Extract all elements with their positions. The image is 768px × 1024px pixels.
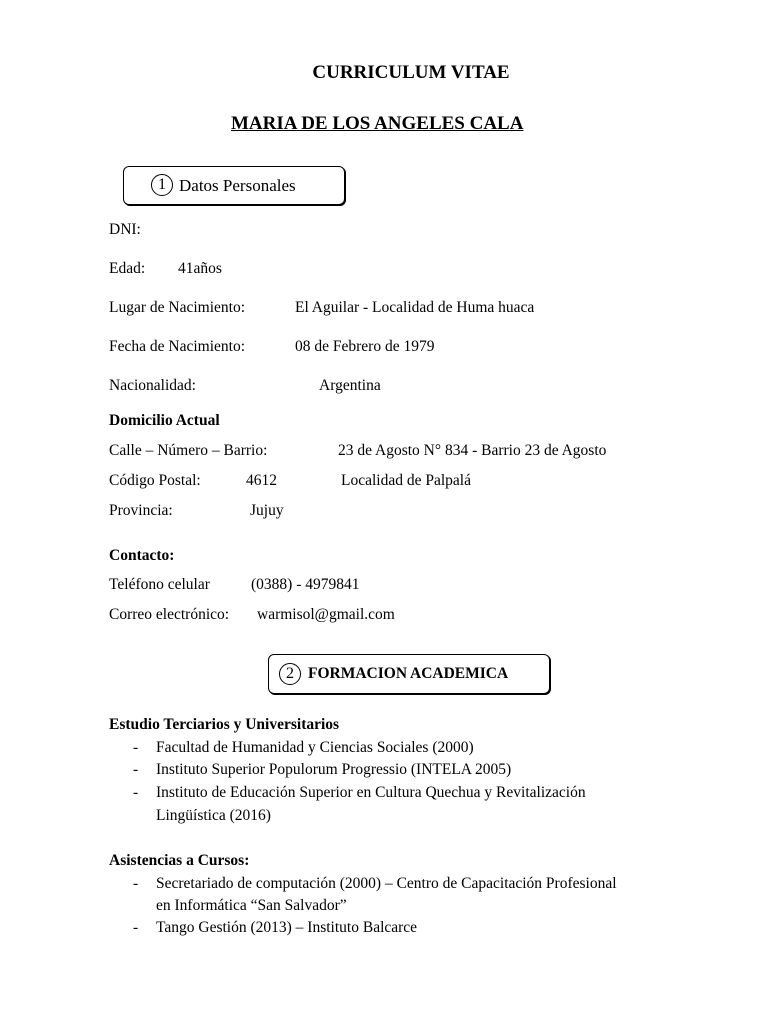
lugar-nacimiento-value: El Aguilar - Localidad de Huma huaca bbox=[295, 299, 535, 316]
edad-value: 41años bbox=[178, 260, 222, 277]
document-title: CURRICULUM VITAE bbox=[312, 62, 510, 83]
contacto-heading: Contacto: bbox=[109, 547, 175, 564]
list-item: Tango Gestión (2013) – Instituto Balcarce bbox=[156, 919, 418, 936]
localidad-value: Localidad de Palpalá bbox=[341, 472, 471, 489]
nacionalidad-value: Argentina bbox=[319, 377, 381, 394]
section-formacion-academica bbox=[268, 654, 550, 694]
list-bullet: - bbox=[133, 784, 139, 801]
list-item: Instituto Superior Populorum Progressio (INTELA 2005) bbox=[156, 761, 512, 778]
list-bullet: - bbox=[133, 919, 139, 936]
calle-label: Calle – Número – Barrio: bbox=[109, 442, 268, 459]
telefono-label: Teléfono celular bbox=[109, 576, 210, 593]
list-item-continuation: en Informática “San Salvador” bbox=[156, 897, 347, 914]
correo-value: warmisol@gmail.com bbox=[257, 606, 395, 623]
nacionalidad-label: Nacionalidad: bbox=[109, 377, 196, 394]
list-item: Facultad de Humanidad y Ciencias Sociales (2000) bbox=[156, 739, 474, 756]
calle-value: 23 de Agosto N° 834 - Barrio 23 de Agosto bbox=[338, 442, 607, 459]
section-number-2: 2 bbox=[279, 663, 301, 685]
domicilio-heading: Domicilio Actual bbox=[109, 412, 220, 429]
provincia-value: Jujuy bbox=[250, 502, 284, 519]
lugar-nacimiento-label: Lugar de Nacimiento: bbox=[109, 299, 246, 316]
section-title-formacion-academica: FORMACION ACADEMICA bbox=[308, 665, 509, 682]
telefono-value: (0388) - 4979841 bbox=[251, 576, 360, 593]
cursos-heading: Asistencias a Cursos: bbox=[109, 852, 250, 869]
edad-label: Edad: bbox=[109, 260, 146, 277]
codigo-postal-label: Código Postal: bbox=[109, 472, 201, 489]
list-item-continuation: Lingüística (2016) bbox=[156, 807, 271, 824]
section-title-datos-personales: Datos Personales bbox=[179, 176, 296, 195]
section-number-1: 1 bbox=[151, 174, 173, 196]
list-bullet: - bbox=[133, 761, 139, 778]
list-item: Instituto de Educación Superior en Cultura Quechua y Revitalización bbox=[156, 784, 586, 801]
dni-label: DNI: bbox=[109, 221, 141, 238]
codigo-postal-value: 4612 bbox=[246, 472, 277, 489]
list-bullet: - bbox=[133, 875, 139, 892]
list-bullet: - bbox=[133, 739, 139, 756]
fecha-nacimiento-value: 08 de Febrero de 1979 bbox=[295, 338, 435, 355]
section-datos-personales bbox=[123, 166, 345, 205]
person-name: MARIA DE LOS ANGELES CALA bbox=[231, 113, 524, 134]
estudios-heading: Estudio Terciarios y Universitarios bbox=[109, 716, 340, 733]
list-item: Secretariado de computación (2000) – Centro de Capacitación Profesional bbox=[156, 875, 617, 892]
correo-label: Correo electrónico: bbox=[109, 606, 230, 623]
provincia-label: Provincia: bbox=[109, 502, 173, 519]
fecha-nacimiento-label: Fecha de Nacimiento: bbox=[109, 338, 246, 355]
